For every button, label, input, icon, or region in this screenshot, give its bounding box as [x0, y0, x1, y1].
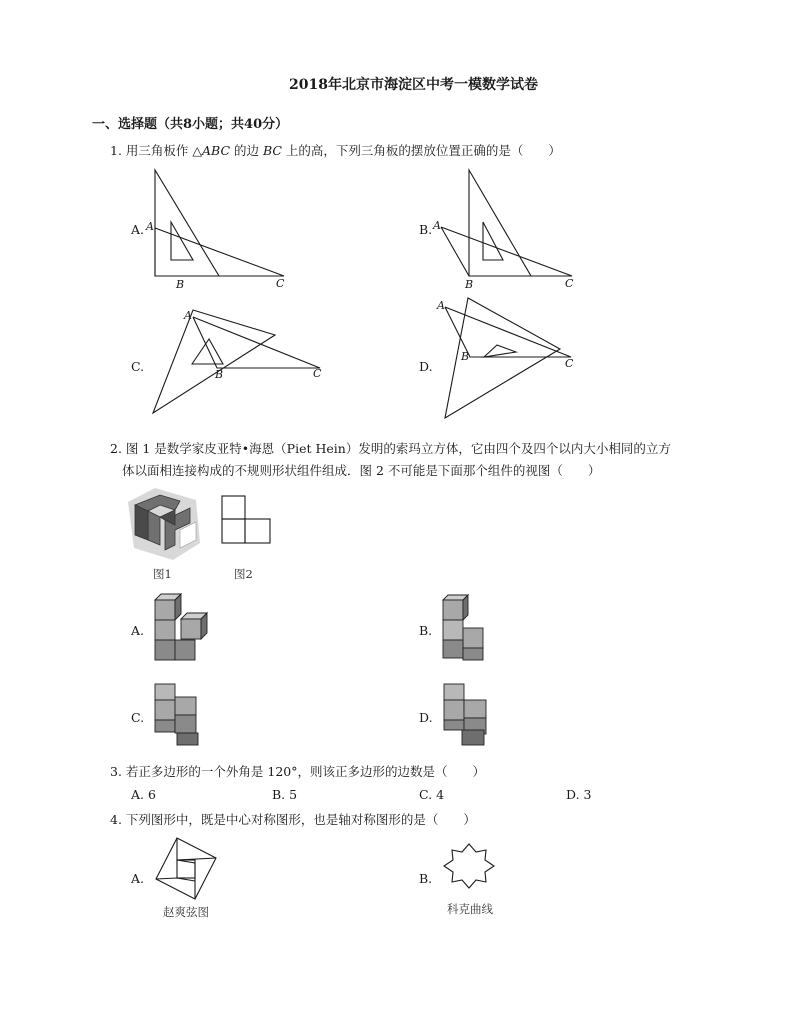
- question-2-line-1: 2. 图 1 是数学家皮亚特•海恩（Piet Hein）发明的索玛立方体，它由四个及四个以内大小相同的立方: [110, 441, 671, 456]
- q1-d-label-c: C: [565, 357, 574, 370]
- q4-option-b-letter[interactable]: B.: [419, 871, 433, 886]
- q1-a-label-c: C: [276, 277, 285, 290]
- q1-option-b-letter[interactable]: B.: [419, 222, 433, 237]
- figure-1-caption: 图1: [153, 567, 172, 581]
- triangle-symbol: △: [192, 143, 202, 158]
- page-title: 2018年北京市海淀区中考一模数学试卷: [289, 77, 538, 93]
- q3-text-before: 3. 若正多边形的一个外角是: [110, 764, 268, 779]
- q1-c-label-b: B: [215, 368, 224, 381]
- q3-option-a-letter: A.: [131, 787, 145, 802]
- q4-option-b-caption: 科克曲线: [447, 902, 493, 916]
- q1-option-d-letter[interactable]: D.: [419, 359, 433, 374]
- q1-option-a-letter[interactable]: A.: [131, 222, 145, 237]
- q2-option-c-letter[interactable]: C.: [131, 710, 145, 725]
- q4-option-a-letter[interactable]: A.: [131, 871, 145, 886]
- q3-option-b-letter: B.: [272, 787, 286, 802]
- q1-text-after: 上的高，下列三角板的摆放位置正确的是（ ）: [281, 143, 561, 158]
- q1-c-label-c: C: [313, 367, 322, 380]
- q1-a-label-a: A: [146, 220, 154, 233]
- q1-b-label-a: A: [433, 219, 441, 232]
- q2-option-a-letter[interactable]: A.: [131, 623, 145, 638]
- q1-a-label-b: B: [176, 278, 185, 291]
- q3-option-d-letter: D.: [566, 787, 580, 802]
- q2-option-d-letter[interactable]: D.: [419, 710, 433, 725]
- q1-d-label-a: A: [437, 299, 445, 312]
- q3-text-after: ，则该正多边形的边数是（ ）: [297, 764, 485, 779]
- q1-text-mid: 的边: [230, 143, 263, 158]
- q4-option-a-caption: 赵爽弦图: [163, 905, 209, 919]
- q3-option-a-value: 6: [148, 787, 156, 802]
- question-4-text: 4. 下列图形中，既是中心对称图形，也是轴对称图形的是（ ）: [110, 812, 476, 827]
- q1-text-before: 1. 用三角板作: [110, 143, 193, 158]
- q1-option-c-letter[interactable]: C.: [131, 359, 145, 374]
- q2-option-b-letter[interactable]: B.: [419, 623, 433, 638]
- figure-2-caption: 图2: [234, 567, 253, 581]
- q1-abc: ABC: [202, 143, 231, 158]
- q1-b-label-b: B: [465, 278, 474, 291]
- q3-angle: 120°: [267, 764, 298, 779]
- q3-option-b-value: 5: [289, 787, 298, 802]
- q1-c-label-a: A: [184, 309, 192, 322]
- q1-bc: BC: [262, 143, 282, 158]
- question-2-line-2: 体以面相连接构成的不规则形状组件组成．图 2 不可能是下面那个组件的视图（ ）: [122, 463, 601, 478]
- q3-option-c-value: 4: [436, 787, 445, 802]
- q3-option-d-value: 3: [583, 787, 592, 802]
- q1-b-label-c: C: [565, 277, 574, 290]
- q1-d-label-b: B: [461, 350, 470, 363]
- q3-option-c-letter: C.: [419, 787, 433, 802]
- section-heading: 一、选择题（共8小题；共40分）: [92, 117, 289, 132]
